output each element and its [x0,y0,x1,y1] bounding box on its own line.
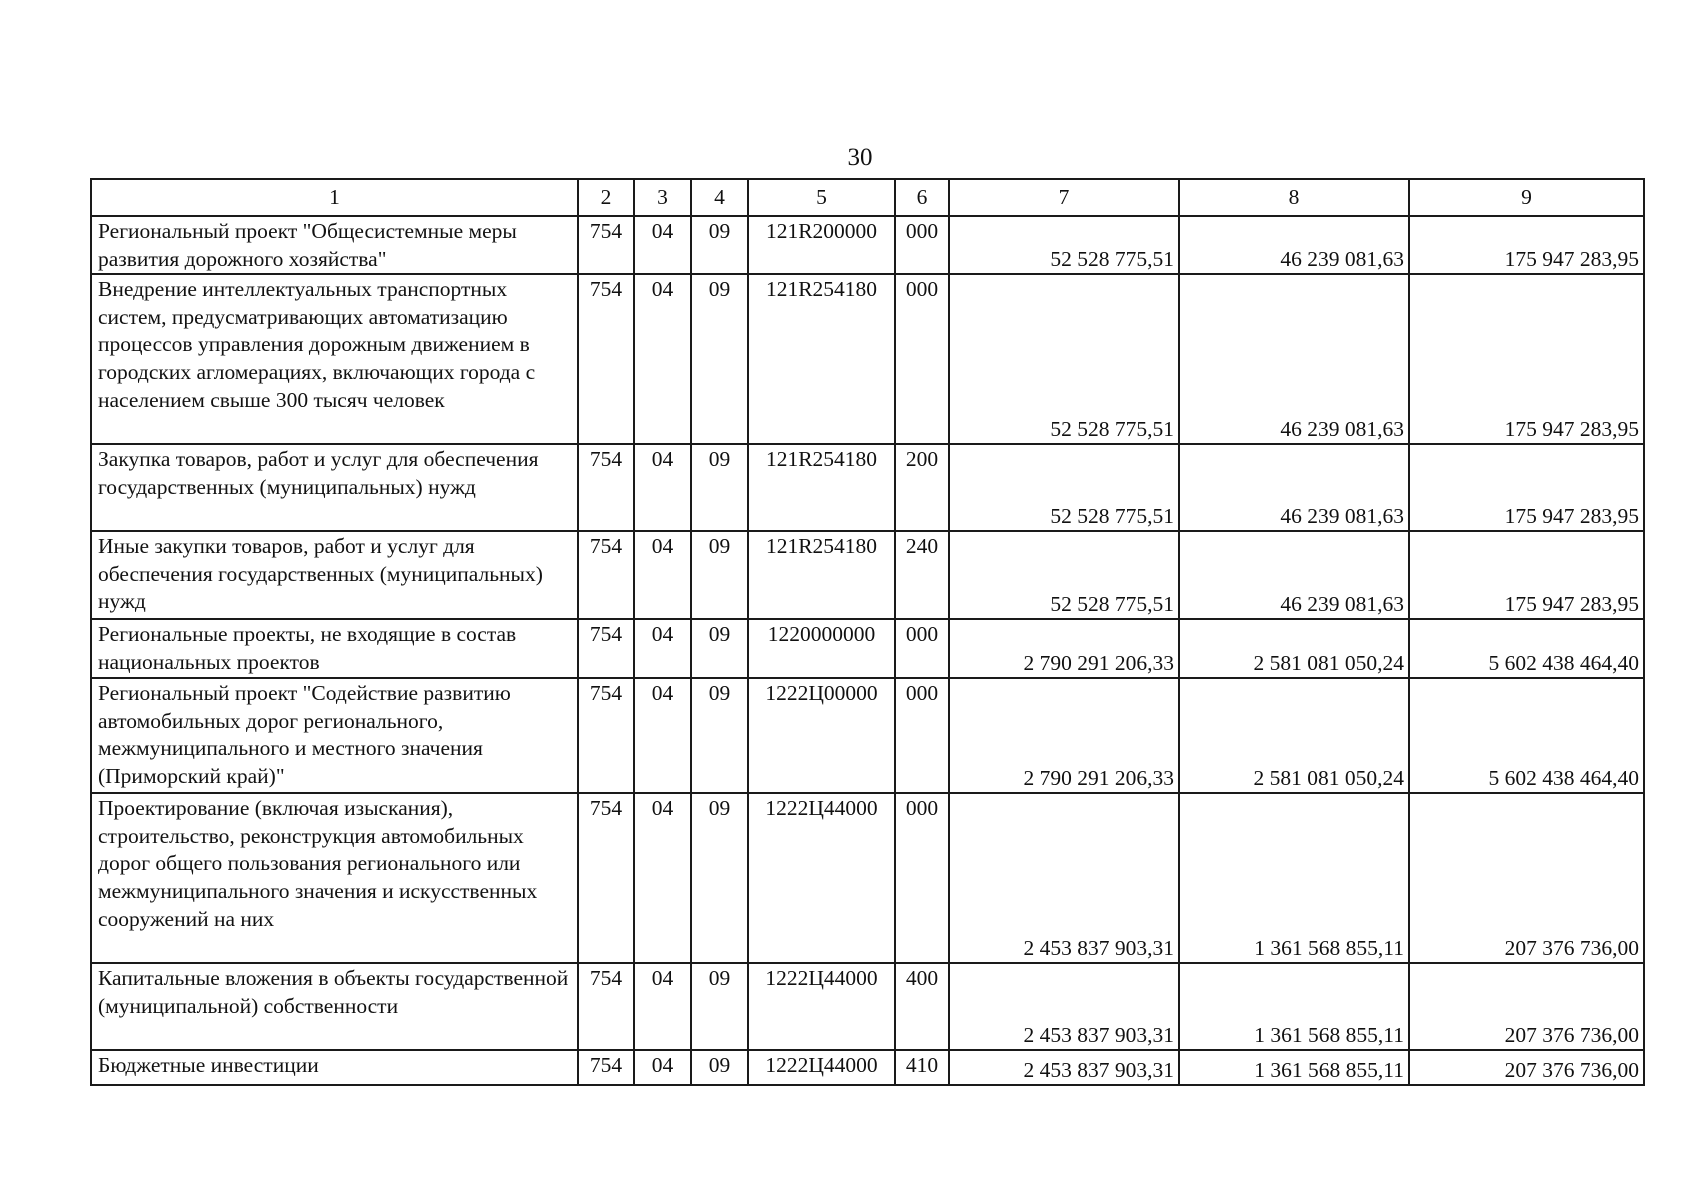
column-header: 7 [949,179,1179,216]
target-article-cell: 1222Ц44000 [748,1050,895,1085]
amount-col8-cell: 1 361 568 855,11 [1179,963,1409,1050]
amount-col7-cell: 52 528 775,51 [949,216,1179,274]
subsection-code-cell: 09 [691,531,748,619]
subsection-code-cell: 09 [691,963,748,1050]
amount-col7-cell: 2 790 291 206,33 [949,678,1179,793]
section-code-cell: 04 [634,793,691,963]
subsection-code-cell: 09 [691,619,748,678]
target-article-cell: 1222Ц44000 [748,963,895,1050]
column-header: 5 [748,179,895,216]
target-article-cell: 121R254180 [748,274,895,444]
column-header: 1 [91,179,578,216]
admin-code-cell: 754 [578,274,634,444]
row-name-cell: Региональные проекты, не входящие в состав национальных проектов [91,619,578,678]
amount-col7-cell: 52 528 775,51 [949,531,1179,619]
column-header: 6 [895,179,949,216]
expense-type-cell: 410 [895,1050,949,1085]
amount-col9-cell: 175 947 283,95 [1409,531,1644,619]
amount-col7-cell: 2 453 837 903,31 [949,1050,1179,1085]
expense-type-cell: 000 [895,274,949,444]
amount-col7-cell: 52 528 775,51 [949,274,1179,444]
section-code-cell: 04 [634,619,691,678]
row-name-cell: Иные закупки товаров, работ и услуг для обеспечения государственных (муниципальных) нужд [91,531,578,619]
amount-col9-cell: 207 376 736,00 [1409,1050,1644,1085]
admin-code-cell: 754 [578,678,634,793]
column-header: 3 [634,179,691,216]
row-name-cell: Внедрение интеллектуальных транспортных систем, предусматривающих автоматизацию процессов управления дорожным движением в городских агломерациях, включающих города с населением свыше 300 тысяч человек [91,274,578,444]
amount-col8-cell: 2 581 081 050,24 [1179,619,1409,678]
column-header: 4 [691,179,748,216]
target-article-cell: 121R200000 [748,216,895,274]
subsection-code-cell: 09 [691,793,748,963]
admin-code-cell: 754 [578,963,634,1050]
target-article-cell: 1222Ц00000 [748,678,895,793]
column-header: 9 [1409,179,1644,216]
table-row [91,678,1644,793]
section-code-cell: 04 [634,274,691,444]
expense-type-cell: 000 [895,678,949,793]
row-name-cell: Региональный проект "Содействие развитию автомобильных дорог регионального, межмуниципального и местного значения (Приморский край)" [91,678,578,793]
target-article-cell: 121R254180 [748,444,895,531]
amount-col9-cell: 207 376 736,00 [1409,963,1644,1050]
expense-type-cell: 200 [895,444,949,531]
target-article-cell: 1220000000 [748,619,895,678]
amount-col7-cell: 52 528 775,51 [949,444,1179,531]
amount-col7-cell: 2 453 837 903,31 [949,963,1179,1050]
table-row [91,531,1644,619]
amount-col9-cell: 175 947 283,95 [1409,444,1644,531]
column-header: 2 [578,179,634,216]
amount-col9-cell: 175 947 283,95 [1409,216,1644,274]
amount-col8-cell: 46 239 081,63 [1179,444,1409,531]
table-row [91,1050,1644,1085]
amount-col9-cell: 5 602 438 464,40 [1409,619,1644,678]
expense-type-cell: 400 [895,963,949,1050]
table-row [91,793,1644,963]
amount-col9-cell: 207 376 736,00 [1409,793,1644,963]
amount-col8-cell: 1 361 568 855,11 [1179,1050,1409,1085]
subsection-code-cell: 09 [691,444,748,531]
row-name-cell: Закупка товаров, работ и услуг для обеспечения государственных (муниципальных) нужд [91,444,578,531]
budget-table [90,178,1645,1086]
amount-col9-cell: 175 947 283,95 [1409,274,1644,444]
admin-code-cell: 754 [578,1050,634,1085]
row-name-cell: Бюджетные инвестиции [91,1050,578,1085]
amount-col9-cell: 5 602 438 464,40 [1409,678,1644,793]
row-name-cell: Проектирование (включая изыскания), строительство, реконструкция автомобильных дорог общего пользования регионального или межмуниципального значения и искусственных сооружений на них [91,793,578,963]
table-row [91,963,1644,1050]
admin-code-cell: 754 [578,793,634,963]
admin-code-cell: 754 [578,619,634,678]
amount-col8-cell: 46 239 081,63 [1179,531,1409,619]
subsection-code-cell: 09 [691,274,748,444]
section-code-cell: 04 [634,531,691,619]
page-number: 30 [847,144,873,171]
section-code-cell: 04 [634,1050,691,1085]
section-code-cell: 04 [634,216,691,274]
admin-code-cell: 754 [578,444,634,531]
section-code-cell: 04 [634,678,691,793]
amount-col8-cell: 46 239 081,63 [1179,274,1409,444]
section-code-cell: 04 [634,963,691,1050]
target-article-cell: 121R254180 [748,531,895,619]
amount-col8-cell: 46 239 081,63 [1179,216,1409,274]
table-row [91,444,1644,531]
subsection-code-cell: 09 [691,1050,748,1085]
table-row [91,274,1644,444]
subsection-code-cell: 09 [691,678,748,793]
amount-col8-cell: 1 361 568 855,11 [1179,793,1409,963]
table-row [91,216,1644,274]
admin-code-cell: 754 [578,531,634,619]
amount-col7-cell: 2 790 291 206,33 [949,619,1179,678]
subsection-code-cell: 09 [691,216,748,274]
admin-code-cell: 754 [578,216,634,274]
row-name-cell: Региональный проект "Общесистемные меры развития дорожного хозяйства" [91,216,578,274]
column-header: 8 [1179,179,1409,216]
expense-type-cell: 000 [895,619,949,678]
section-code-cell: 04 [634,444,691,531]
row-name-cell: Капитальные вложения в объекты государственной (муниципальной) собственности [91,963,578,1050]
amount-col7-cell: 2 453 837 903,31 [949,793,1179,963]
expense-type-cell: 000 [895,793,949,963]
table-header-row [91,179,1644,216]
table-row [91,619,1644,678]
amount-col8-cell: 2 581 081 050,24 [1179,678,1409,793]
expense-type-cell: 240 [895,531,949,619]
target-article-cell: 1222Ц44000 [748,793,895,963]
expense-type-cell: 000 [895,216,949,274]
